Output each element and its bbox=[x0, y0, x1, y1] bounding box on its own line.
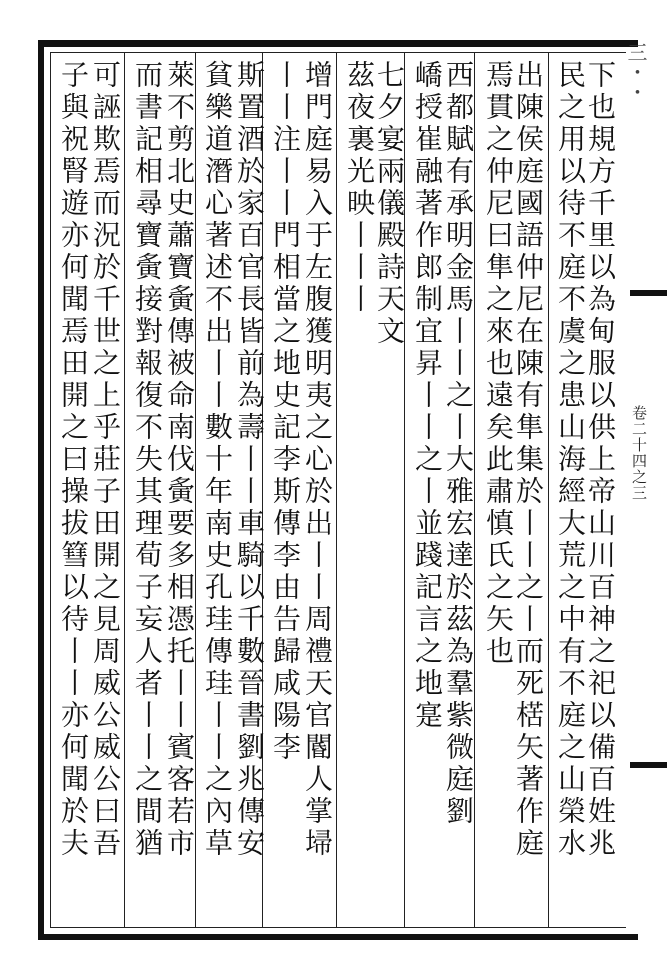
text-column-7: 七夕宴兩儀殿詩天文 bbox=[373, 60, 406, 348]
text-column-14: 而書記相尋寶夤接對報復不失其理荀子妄人者丨丨之間猶 bbox=[131, 60, 164, 860]
margin-tab bbox=[630, 762, 667, 768]
edge-characters: 三・・ bbox=[624, 42, 648, 102]
text-column-1: 下也規方千里以為甸服以供上帝山川百神之祀以備百姓兆 bbox=[584, 60, 617, 860]
text-column-10: 丨丨注丨丨門相當之地史記李斯傳李由告歸咸陽李 bbox=[269, 60, 302, 764]
text-column-8: 茲夜裏光映丨丨丨 bbox=[343, 60, 376, 316]
column-rule bbox=[336, 52, 337, 928]
text-column-6: 嶠授崔融著作郎制宜昇丨丨之丨並踐記言之地寔 bbox=[411, 60, 444, 732]
text-column-2: 民之用以待不庭不虞之患山海經大荒之中有不庭之山榮水 bbox=[554, 60, 587, 860]
column-rule bbox=[548, 52, 549, 928]
text-column-4: 焉貫之仲尼曰隼之來也遠矣此肅慎氏之矢也 bbox=[482, 60, 515, 668]
margin-tab bbox=[630, 290, 667, 296]
text-column-12: 貧樂道潛心著述不出丨丨數十年南史孔珪傳珪丨丨之內草 bbox=[201, 60, 234, 860]
text-column-11: 斯置酒於家百官長皆前為壽丨丨車騎以千數晉書劉兆傳安 bbox=[233, 60, 266, 860]
text-column-5: 西都賦有承明金馬丨丨之丨大雅宏達於茲為羣紫微庭劉 bbox=[442, 60, 475, 828]
text-column-15: 可誣欺焉而況於千世之上乎莊子田開之見周威公威公曰吾 bbox=[89, 60, 122, 860]
column-rule bbox=[124, 52, 125, 928]
running-head: 卷二十四之三 bbox=[630, 405, 648, 501]
text-column-13: 萊不剪北史蕭寶夤傳被命南伐夤要多相憑托丨丨賓客若市 bbox=[163, 60, 196, 860]
text-column-16: 子與祝腎遊亦何聞焉田開之曰操拔篲以待丨丨亦何聞於夫 bbox=[57, 60, 90, 860]
text-column-9: 增門庭易入于左腹獲明夷之心於出丨丨周禮天官閽人掌埽 bbox=[301, 60, 334, 860]
text-column-3: 出陳侯庭國語仲尼在陳有隼集於丨丨之丨而死楛矢著作庭 bbox=[512, 60, 545, 860]
